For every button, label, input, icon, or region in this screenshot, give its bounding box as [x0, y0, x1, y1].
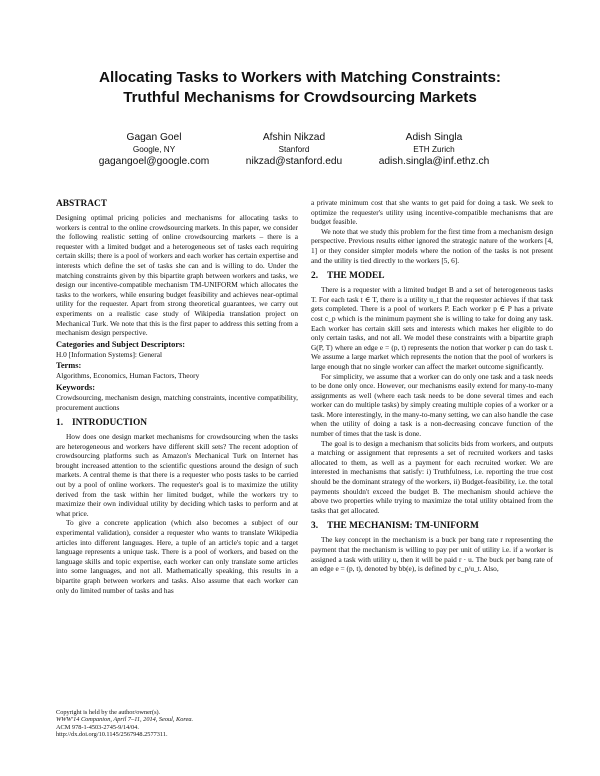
paragraph: How does one design market mechanisms for crowdsourcing when the tasks are heterogeneous and workers have different skill sets? The recent adoption of crowdsourcing platforms such as Amazon's Mechanical Turk on Internet has brought increased attention to the scientific questions around the design of such markets. A central theme is that there is a requester who posts tasks to be carried out by a pool of online workers. The requester's goal is to maximize the utility derived from the task within her limited budget, while the workers try to maximize their own individual utility by deciding which tasks to perform and at what price.	[56, 432, 298, 518]
author-affiliation: Stanford	[278, 145, 310, 154]
author-block	[84, 131, 504, 168]
categories-label: Categories and Subject Descriptors:	[56, 339, 186, 349]
author-name: Afshin Nikzad	[262, 132, 326, 143]
left-column	[56, 198, 298, 595]
author	[364, 131, 504, 168]
title-line-1: Allocating Tasks to Workers with Matching Constraints:	[99, 69, 501, 86]
paragraph: a private minimum cost that she wants to get paid for doing a task. We seek to optimize the requester's utility using incentive-compatible mechanisms that are budget feasible.	[311, 198, 553, 227]
author-name: Gagan Goel	[126, 132, 182, 143]
terms-text: Algorithms, Economics, Human Factors, Theory	[56, 371, 200, 381]
terms-heading	[56, 361, 298, 371]
paragraph: The key concept in the mechanism is a buck per bang rate r representing the payment that the mechanism is willing to pay per unit of utility i.e. if a worker is assigned a task with utility u, then it will be paid r · u. The buck per bang rate of an edge e = (p, t), denoted by bb(e), is defined by c_p/u_t. Also,	[311, 535, 553, 574]
section-title: INTRODUCTION	[72, 418, 148, 429]
abstract-text: Designing optimal pricing policies and mechanisms for allocating tasks to workers is central to the online crowdsourcing markets. In this paper, we consider the following realistic setting of online crowdsourcing markets – there is a requester with a limited budget and a heterogeneous set of tasks each requiring certain skills; there is a pool of workers and each worker has certain expertise and interests which define the set of tasks she can and is willing to do. Under the matching constraints given by this bipartite graph between workers and tasks, we design our incentive-compatible mechanism TM-UNIFORM which allocates the tasks to the workers, while ensuring budget feasibility and achieves near-optimal utility for the requester. Apart from strong theoretical guarantees, we carry out experiments on a realistic case study of Wikipedia translation project on Mechanical Turk. We note that this is the first paper to address this setting from a mechanism design perspective.	[56, 213, 298, 338]
author	[84, 131, 224, 168]
keywords-text: Crowdsourcing, mechanism design, matching constraints, incentive compatibility, procurement auctions	[56, 392, 298, 412]
section-number: 1.	[56, 418, 64, 429]
categories-heading	[56, 340, 298, 350]
model-heading	[311, 270, 553, 282]
author	[224, 131, 364, 168]
terms-label: Terms:	[56, 361, 82, 371]
paper-title	[40, 68, 560, 108]
paragraph: The goal is to design a mechanism that solicits bids from workers, and outputs a matching or assignment that represents a set of recruited workers and tasks allocated to them, as well as a payment for each recruited worker. We are interested in mechanisms that satisfy: i) Truthfulness, i.e. reporting the true cost should be the dominant strategy of the workers, ii) Budget-feasibility, i.e. the total payments shouldn't exceed the budget B. The mechanism should achieve the above two properties while trying to maximize the total utility obtained from the tasks that get allocated.	[311, 438, 553, 515]
intro-heading	[56, 417, 298, 429]
author-email: nikzad@stanford.edu	[245, 156, 343, 167]
section-number: 3.	[311, 521, 319, 532]
paragraph: We note that we study this problem for the first time from a mechanism design perspective. Previous results either ignored the strategic nature of the workers [4, 1] or they consider simpler models where the notion of the tasks is not present and the utility is tied directly to the workers [5, 6].	[311, 226, 553, 265]
mechanism-heading	[311, 520, 553, 532]
paragraph: To give a concrete application (which also becomes a subject of our experimental validation), consider a requester who wants to translate Wikipedia articles into different languages. Here, a tuple of an article's topic and a target language represents a unique task. There is a pool of workers, and based on the language skills and topic expertise, each worker can only translate some articles into some languages, and not all. Mathematically speaking, this results in a bipartite graph between workers and tasks. Also assume that each worker can only do limited number of tasks and has	[56, 518, 298, 595]
section-title: THE MECHANISM: TM-UNIFORM	[327, 521, 479, 532]
author-affiliation: Google, NY	[132, 145, 176, 154]
author-affiliation: ETH Zurich	[413, 145, 455, 154]
abstract-heading: ABSTRACT	[56, 199, 108, 209]
paragraph: There is a requester with a limited budget B and a set of heterogeneous tasks T. For each task t ∈ T, there is a utility u_t that the requester achieves if that task gets completed. There is a pool of workers P. Each worker p ∈ P has a private cost c_p which is the minimum payment she is willing to take for doing any task. Each worker has certain skill sets and interests which makes her eligible to do only certain tasks, and not all. We model these constraints with a bipartite graph G(P, T) where an edge e = (p, t) represents the notion that worker p can do task t. We assume a large market which represents the notion that the pool of workers is large enough that no single worker can affect the market outcome significantly.	[311, 285, 553, 371]
keywords-label: Keywords:	[56, 382, 96, 392]
footnote-line: Copyright is held by the author/owner(s).	[56, 709, 161, 716]
title-line-2: Truthful Mechanisms for Crowdsourcing Markets	[123, 89, 477, 106]
footnote-line: WWW'14 Companion, April 7–11, 2014, Seoul, Korea.	[56, 716, 194, 724]
keywords-heading	[56, 383, 298, 393]
footnote-line: ACM 978-1-4503-2745-9/14/04.	[56, 723, 139, 731]
author-email: gagangoel@google.com	[98, 156, 210, 167]
right-column	[311, 198, 553, 574]
section-title: THE MODEL	[327, 271, 385, 282]
section-number: 2.	[311, 271, 319, 282]
categories-text: H.0 [Information Systems]: General	[56, 349, 163, 359]
author-email: adish.singla@inf.ethz.ch	[378, 156, 490, 167]
copyright-footnote	[56, 709, 298, 738]
author-name: Adish Singla	[405, 132, 463, 143]
doi-link[interactable]: http://dx.doi.org/10.1145/2567948.2577311.	[56, 730, 168, 738]
paragraph: For simplicity, we assume that a worker can do only one task and a task needs to be done only once. However, our mechanisms easily extend for many-to-many assignments as well (where each task needs to be done several times and each worker can do multiple tasks) by simply creating multiple copies of a worker or a task. More interestingly, in the many-to-many setting, we can also handle the case when the utility of doing a task is a non-decreasing concave function of the number of times that the task is done.	[311, 371, 553, 439]
